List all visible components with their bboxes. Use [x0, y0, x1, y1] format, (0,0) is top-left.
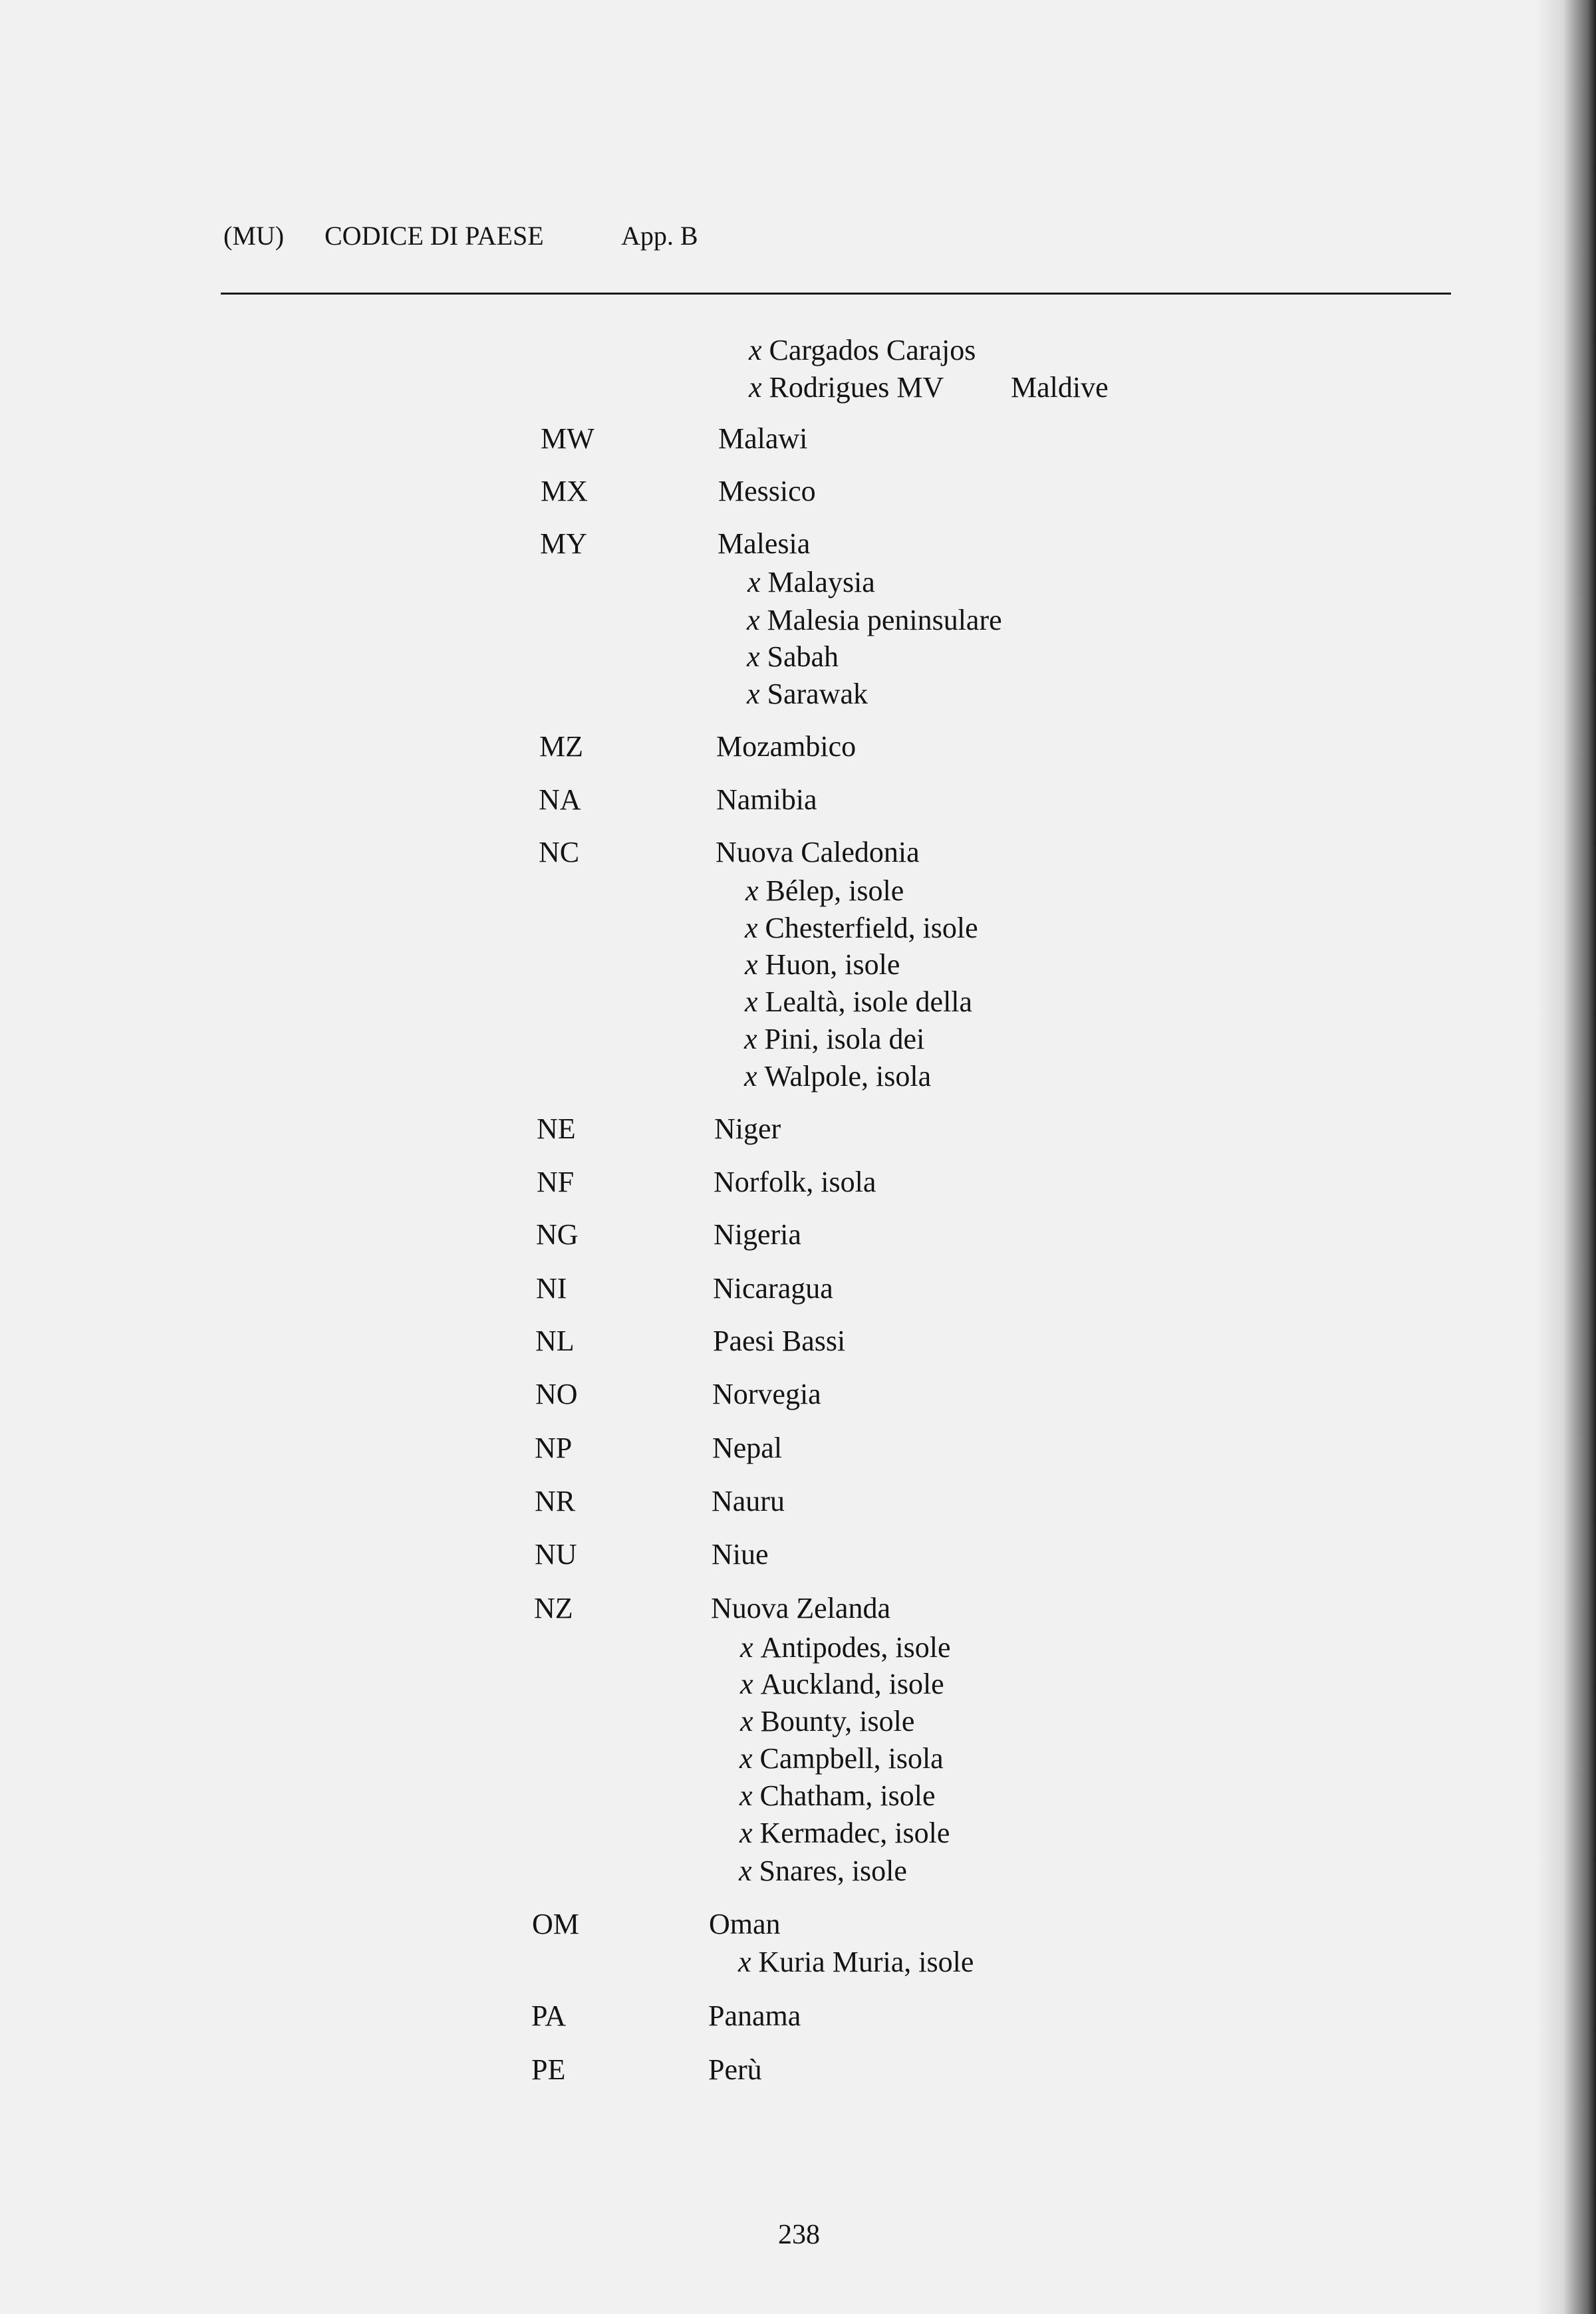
country-name: Nepal	[712, 1432, 783, 1464]
variant-text: Auckland, isole	[760, 1668, 944, 1700]
variant-name	[740, 1664, 944, 1704]
variant-prefix: x	[747, 604, 760, 636]
variant-prefix: x	[747, 678, 760, 710]
country-entry	[0, 727, 1596, 767]
variant-entry	[0, 563, 1596, 602]
country-name: Niger	[714, 1112, 781, 1145]
variant-text: Bélep, isole	[765, 874, 904, 907]
variant-name	[739, 1813, 950, 1853]
header-appendix: App. B	[621, 221, 698, 251]
country-code: NE	[537, 1112, 576, 1145]
variant-text: Antipodes, isole	[760, 1631, 951, 1664]
country-entry	[0, 471, 1596, 511]
country-code: NF	[537, 1166, 575, 1198]
variant-text: Huon, isole	[765, 948, 900, 981]
country-name: Niue	[712, 1538, 769, 1571]
variant-text: Malesia peninsulare	[767, 604, 1002, 636]
variant-text: Kermadec, isole	[759, 1817, 950, 1849]
variant-name	[739, 1739, 944, 1779]
variant-text: Snares, isole	[759, 1855, 907, 1887]
variant-prefix: x	[739, 1779, 753, 1812]
country-code: NG	[536, 1218, 579, 1251]
country-name: Norfolk, isola	[714, 1166, 876, 1198]
variant-prefix: x	[745, 912, 758, 944]
variant-prefix: x	[740, 1668, 753, 1700]
country-code: NU	[535, 1538, 577, 1571]
country-code: MW	[541, 422, 595, 455]
variant-text: Malaysia	[767, 566, 875, 598]
variant-text: Bounty, isole	[760, 1705, 915, 1737]
variant-entry	[0, 637, 1596, 677]
country-entry	[0, 1589, 1596, 1628]
variant-entry	[0, 1628, 1596, 1668]
country-entry	[0, 780, 1596, 820]
country-code: PA	[531, 1999, 567, 2032]
variant-text: Sabah	[767, 640, 839, 673]
variant-note: Maldive	[1011, 371, 1109, 404]
variant-prefix: x	[740, 1705, 753, 1737]
country-name: Nauru	[712, 1485, 785, 1517]
variant-text: Sarawak	[767, 678, 868, 710]
country-name: Mozambico	[716, 730, 857, 763]
variant-name	[749, 330, 976, 370]
variant-prefix: x	[749, 334, 762, 366]
country-name: Nuova Zelanda	[711, 1592, 890, 1624]
variant-text: Pini, isola dei	[764, 1023, 925, 1055]
variant-name	[740, 1702, 914, 1741]
variant-name	[747, 637, 839, 677]
variant-prefix: x	[745, 874, 759, 907]
country-entry	[0, 1215, 1596, 1255]
variant-prefix: x	[749, 371, 762, 404]
variant-name	[745, 982, 972, 1022]
variant-entry	[0, 674, 1596, 714]
country-name: Nuova Caledonia	[716, 836, 920, 868]
variant-entry	[0, 1019, 1596, 1059]
country-name: Malesia	[718, 527, 811, 560]
country-entry	[0, 1481, 1596, 1521]
country-entry	[0, 1535, 1596, 1575]
country-name: Nigeria	[714, 1218, 801, 1251]
variant-prefix: x	[747, 640, 760, 673]
country-code: PE	[531, 2053, 566, 2086]
variant-text: Campbell, isola	[759, 1742, 944, 1775]
variant-name	[739, 1776, 936, 1816]
country-entry	[0, 1109, 1596, 1149]
variant-text: Walpole, isola	[764, 1060, 932, 1093]
country-entry	[0, 1374, 1596, 1414]
country-code: NZ	[534, 1592, 573, 1624]
country-code: NP	[535, 1432, 573, 1464]
variant-text: Lealtà, isole della	[765, 985, 973, 1018]
variant-entry	[0, 871, 1596, 911]
variant-prefix: x	[739, 1817, 753, 1849]
variant-prefix: x	[744, 1023, 757, 1055]
country-name: Namibia	[716, 783, 817, 816]
variant-name	[740, 1628, 951, 1668]
country-code: NL	[535, 1325, 575, 1357]
country-name: Oman	[709, 1908, 781, 1940]
variant-name	[745, 945, 900, 985]
variant-entry	[0, 1942, 1596, 1982]
country-entry	[0, 833, 1596, 872]
variant-entry	[0, 600, 1596, 640]
header-title: CODICE DI PAESE	[325, 221, 544, 251]
variant-name	[745, 871, 904, 911]
variant-text: Chesterfield, isole	[765, 912, 978, 944]
variant-name	[744, 1057, 931, 1096]
country-code: MZ	[539, 730, 583, 763]
variant-prefix: x	[738, 1946, 751, 1978]
variant-prefix: x	[740, 1631, 753, 1664]
country-name: Norvegia	[712, 1378, 821, 1410]
variant-entry	[0, 1739, 1596, 1779]
country-name: Paesi Bassi	[713, 1325, 846, 1357]
variant-text: Cargados Carajos	[769, 334, 976, 366]
country-name: Panama	[708, 1999, 801, 2032]
variant-entry	[0, 908, 1596, 948]
variant-prefix: x	[745, 948, 758, 981]
country-name: Nicaragua	[713, 1272, 833, 1305]
variant-name	[747, 563, 875, 602]
variant-name	[738, 1942, 974, 1982]
variant-entry	[0, 368, 1596, 408]
country-code: MY	[540, 527, 587, 560]
variant-text: Chatham, isole	[759, 1779, 936, 1812]
country-code: OM	[532, 1908, 579, 1940]
country-name: Messico	[718, 475, 816, 507]
country-code: NI	[536, 1272, 567, 1305]
variant-prefix: x	[739, 1742, 753, 1775]
country-entry	[0, 524, 1596, 564]
variant-text: Kuria Muria, isole	[758, 1946, 974, 1978]
variant-entry	[0, 330, 1596, 370]
header-code-ref: (MU)	[223, 221, 285, 251]
variant-entry	[0, 945, 1596, 985]
variant-entry	[0, 1664, 1596, 1704]
variant-prefix: x	[739, 1855, 752, 1887]
variant-entry	[0, 1851, 1596, 1891]
country-code: NR	[535, 1485, 576, 1517]
country-entry	[0, 1321, 1596, 1361]
variant-prefix: x	[744, 1060, 757, 1093]
variant-entry	[0, 1702, 1596, 1741]
country-entry	[0, 1269, 1596, 1309]
country-name: Malawi	[718, 422, 808, 455]
country-entry	[0, 2050, 1596, 2090]
variant-name	[747, 674, 868, 714]
country-entry	[0, 1904, 1596, 1944]
variant-name	[745, 908, 978, 948]
variant-entry	[0, 1057, 1596, 1096]
country-name: Perù	[708, 2053, 762, 2086]
country-code: MX	[541, 475, 588, 507]
variant-name	[739, 1851, 907, 1891]
variant-name	[747, 600, 1002, 640]
variant-name	[744, 1019, 924, 1059]
variant-prefix: x	[747, 566, 761, 598]
variant-name	[749, 368, 944, 408]
page-number: 238	[778, 2220, 820, 2250]
variant-prefix: x	[745, 985, 758, 1018]
variant-entry	[0, 1813, 1596, 1853]
header-rule	[221, 293, 1451, 295]
country-code: NA	[539, 783, 581, 816]
country-entry	[0, 1996, 1596, 2036]
variant-entry	[0, 982, 1596, 1022]
country-entry	[0, 1162, 1596, 1202]
variant-text: Rodrigues MV	[769, 371, 944, 404]
country-code: NO	[535, 1378, 578, 1410]
country-entry	[0, 419, 1596, 459]
variant-entry	[0, 1776, 1596, 1816]
country-code: NC	[539, 836, 580, 868]
country-entry	[0, 1428, 1596, 1468]
